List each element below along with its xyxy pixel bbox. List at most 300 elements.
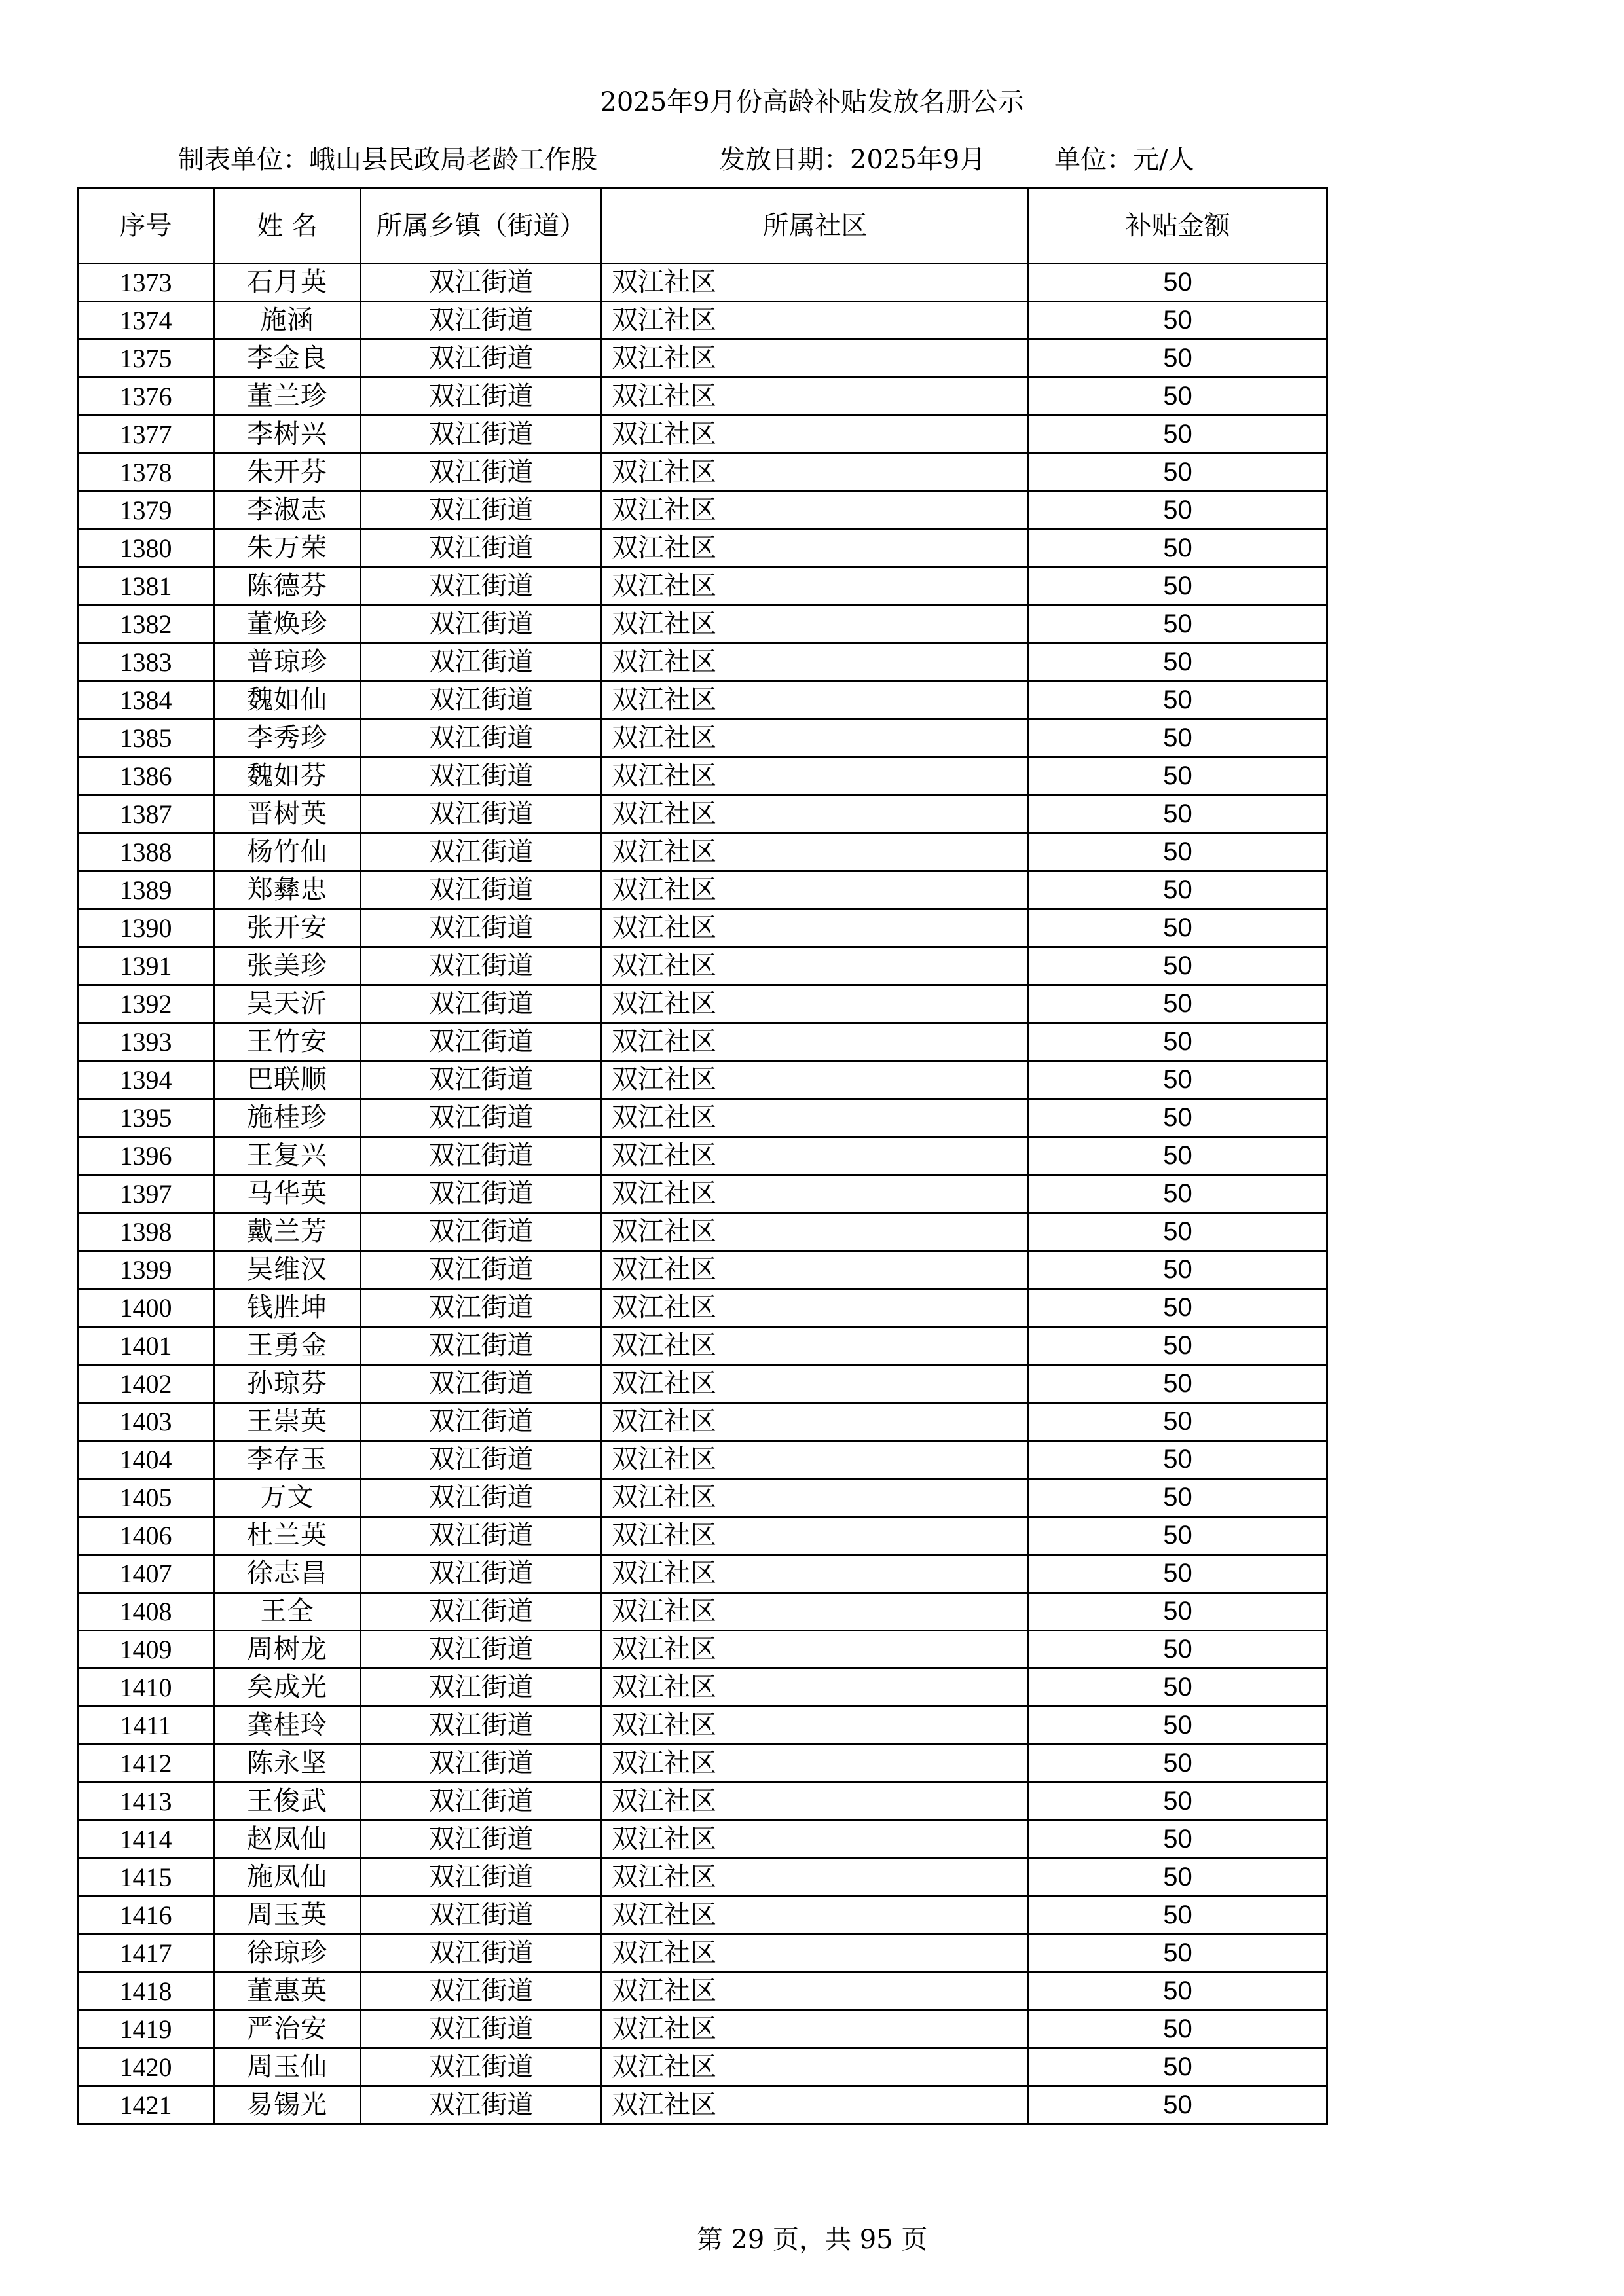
table-row <box>78 1707 1327 1745</box>
table-row <box>78 454 1327 492</box>
cell-town: 双江街道 <box>361 568 602 606</box>
table-row <box>78 1023 1327 1061</box>
cell-town: 双江街道 <box>361 492 602 530</box>
cell-town: 双江街道 <box>361 1555 602 1593</box>
cell-community: 双江社区 <box>602 1023 1029 1061</box>
cell-town: 双江街道 <box>361 1821 602 1859</box>
table-row <box>78 1783 1327 1821</box>
cell-serial: 1419 <box>78 2011 214 2049</box>
cell-community: 双江社区 <box>602 1631 1029 1669</box>
cell-community: 双江社区 <box>602 606 1029 644</box>
table-body <box>78 264 1327 2124</box>
cell-amount: 50 <box>1029 1783 1327 1821</box>
cell-amount: 50 <box>1029 2049 1327 2086</box>
cell-community: 双江社区 <box>602 1365 1029 1403</box>
cell-town: 双江街道 <box>361 909 602 947</box>
cell-serial: 1383 <box>78 644 214 682</box>
cell-name: 王竹安 <box>214 1023 361 1061</box>
cell-amount: 50 <box>1029 1365 1327 1403</box>
cell-town: 双江街道 <box>361 1441 602 1479</box>
cell-town: 双江街道 <box>361 1745 602 1783</box>
table-row <box>78 416 1327 454</box>
cell-name: 魏如仙 <box>214 682 361 720</box>
cell-serial: 1393 <box>78 1023 214 1061</box>
table-row <box>78 302 1327 340</box>
cell-community: 双江社区 <box>602 1517 1029 1555</box>
cell-name: 施凤仙 <box>214 1859 361 1897</box>
cell-serial: 1417 <box>78 1935 214 1973</box>
column-header-serial: 序号 <box>78 189 214 264</box>
cell-serial: 1378 <box>78 454 214 492</box>
cell-town: 双江街道 <box>361 1137 602 1175</box>
table-row <box>78 1251 1327 1289</box>
cell-amount: 50 <box>1029 1707 1327 1745</box>
cell-community: 双江社区 <box>602 1707 1029 1745</box>
table-row <box>78 1327 1327 1365</box>
cell-amount: 50 <box>1029 264 1327 302</box>
cell-amount: 50 <box>1029 1479 1327 1517</box>
cell-name: 张美珍 <box>214 947 361 985</box>
table-row <box>78 1973 1327 2011</box>
cell-name: 晋树英 <box>214 795 361 833</box>
cell-serial: 1375 <box>78 340 214 378</box>
cell-serial: 1394 <box>78 1061 214 1099</box>
cell-name: 李金良 <box>214 340 361 378</box>
cell-serial: 1410 <box>78 1669 214 1707</box>
cell-name: 徐琼珍 <box>214 1935 361 1973</box>
cell-amount: 50 <box>1029 1137 1327 1175</box>
cell-amount: 50 <box>1029 682 1327 720</box>
cell-town: 双江街道 <box>361 1327 602 1365</box>
issuing-unit: 制表单位：峨山县民政局老龄工作股 <box>178 145 597 175</box>
cell-community: 双江社区 <box>602 1897 1029 1935</box>
cell-community: 双江社区 <box>602 1479 1029 1517</box>
table-row <box>78 1289 1327 1327</box>
cell-amount: 50 <box>1029 871 1327 909</box>
cell-town: 双江街道 <box>361 1213 602 1251</box>
cell-serial: 1373 <box>78 264 214 302</box>
cell-amount: 50 <box>1029 1859 1327 1897</box>
table-row <box>78 530 1327 568</box>
cell-town: 双江街道 <box>361 302 602 340</box>
cell-town: 双江街道 <box>361 378 602 416</box>
cell-town: 双江街道 <box>361 2049 602 2086</box>
cell-serial: 1416 <box>78 1897 214 1935</box>
cell-amount: 50 <box>1029 340 1327 378</box>
cell-community: 双江社区 <box>602 454 1029 492</box>
cell-town: 双江街道 <box>361 1859 602 1897</box>
cell-amount: 50 <box>1029 1555 1327 1593</box>
cell-name: 董兰珍 <box>214 378 361 416</box>
cell-community: 双江社区 <box>602 2011 1029 2049</box>
cell-town: 双江街道 <box>361 1631 602 1669</box>
cell-community: 双江社区 <box>602 757 1029 795</box>
cell-amount: 50 <box>1029 1023 1327 1061</box>
cell-name: 施桂珍 <box>214 1099 361 1137</box>
table-row <box>78 1365 1327 1403</box>
issue-date: 发放日期：2025年9月 <box>719 145 986 175</box>
cell-community: 双江社区 <box>602 1175 1029 1213</box>
cell-amount: 50 <box>1029 1517 1327 1555</box>
cell-town: 双江街道 <box>361 1251 602 1289</box>
cell-serial: 1420 <box>78 2049 214 2086</box>
cell-serial: 1404 <box>78 1441 214 1479</box>
cell-serial: 1406 <box>78 1517 214 1555</box>
cell-town: 双江街道 <box>361 1517 602 1555</box>
cell-name: 周树龙 <box>214 1631 361 1669</box>
cell-serial: 1396 <box>78 1137 214 1175</box>
cell-serial: 1409 <box>78 1631 214 1669</box>
cell-community: 双江社区 <box>602 1783 1029 1821</box>
table-row <box>78 1669 1327 1707</box>
cell-name: 张开安 <box>214 909 361 947</box>
cell-town: 双江街道 <box>361 1897 602 1935</box>
cell-community: 双江社区 <box>602 795 1029 833</box>
cell-community: 双江社区 <box>602 264 1029 302</box>
cell-town: 双江街道 <box>361 1935 602 1973</box>
table-row <box>78 1479 1327 1517</box>
cell-community: 双江社区 <box>602 340 1029 378</box>
cell-town: 双江街道 <box>361 1289 602 1327</box>
cell-amount: 50 <box>1029 985 1327 1023</box>
table-row <box>78 985 1327 1023</box>
cell-town: 双江街道 <box>361 454 602 492</box>
cell-serial: 1390 <box>78 909 214 947</box>
cell-town: 双江街道 <box>361 1707 602 1745</box>
cell-town: 双江街道 <box>361 1593 602 1631</box>
cell-amount: 50 <box>1029 1213 1327 1251</box>
cell-name: 吴维汉 <box>214 1251 361 1289</box>
cell-community: 双江社区 <box>602 568 1029 606</box>
table-row <box>78 682 1327 720</box>
cell-amount: 50 <box>1029 1061 1327 1099</box>
cell-amount: 50 <box>1029 1745 1327 1783</box>
cell-amount: 50 <box>1029 947 1327 985</box>
cell-amount: 50 <box>1029 1099 1327 1137</box>
cell-name: 施涵 <box>214 302 361 340</box>
column-header-name: 姓 名 <box>214 189 361 264</box>
table-row <box>78 1099 1327 1137</box>
cell-name: 李淑志 <box>214 492 361 530</box>
table-row <box>78 1745 1327 1783</box>
cell-town: 双江街道 <box>361 2086 602 2124</box>
cell-amount: 50 <box>1029 1935 1327 1973</box>
cell-serial: 1401 <box>78 1327 214 1365</box>
cell-name: 徐志昌 <box>214 1555 361 1593</box>
page-number: 第 29 页，共 95 页 <box>696 2225 928 2255</box>
cell-name: 郑彝忠 <box>214 871 361 909</box>
table-row <box>78 1441 1327 1479</box>
cell-community: 双江社区 <box>602 833 1029 871</box>
table-row <box>78 909 1327 947</box>
cell-town: 双江街道 <box>361 2011 602 2049</box>
cell-name: 朱万荣 <box>214 530 361 568</box>
cell-name: 李秀珍 <box>214 720 361 757</box>
table-row <box>78 340 1327 378</box>
table-row <box>78 568 1327 606</box>
cell-community: 双江社区 <box>602 1213 1029 1251</box>
cell-community: 双江社区 <box>602 1441 1029 1479</box>
cell-name: 董惠英 <box>214 1973 361 2011</box>
cell-amount: 50 <box>1029 1403 1327 1441</box>
table-row <box>78 378 1327 416</box>
cell-serial: 1379 <box>78 492 214 530</box>
cell-community: 双江社区 <box>602 416 1029 454</box>
cell-name: 普琼珍 <box>214 644 361 682</box>
cell-name: 孙琼芬 <box>214 1365 361 1403</box>
cell-town: 双江街道 <box>361 264 602 302</box>
cell-serial: 1376 <box>78 378 214 416</box>
table-row <box>78 1175 1327 1213</box>
cell-amount: 50 <box>1029 1821 1327 1859</box>
table-row <box>78 1137 1327 1175</box>
cell-amount: 50 <box>1029 568 1327 606</box>
cell-town: 双江街道 <box>361 947 602 985</box>
cell-community: 双江社区 <box>602 1099 1029 1137</box>
cell-serial: 1392 <box>78 985 214 1023</box>
cell-community: 双江社区 <box>602 1859 1029 1897</box>
cell-name: 马华英 <box>214 1175 361 1213</box>
cell-town: 双江街道 <box>361 1023 602 1061</box>
cell-amount: 50 <box>1029 530 1327 568</box>
cell-name: 王俊武 <box>214 1783 361 1821</box>
cell-name: 巴联顺 <box>214 1061 361 1099</box>
cell-community: 双江社区 <box>602 644 1029 682</box>
cell-amount: 50 <box>1029 378 1327 416</box>
cell-town: 双江街道 <box>361 720 602 757</box>
cell-amount: 50 <box>1029 492 1327 530</box>
cell-serial: 1399 <box>78 1251 214 1289</box>
cell-community: 双江社区 <box>602 871 1029 909</box>
cell-community: 双江社区 <box>602 947 1029 985</box>
cell-name: 朱开芬 <box>214 454 361 492</box>
cell-community: 双江社区 <box>602 1403 1029 1441</box>
cell-serial: 1388 <box>78 833 214 871</box>
cell-serial: 1418 <box>78 1973 214 2011</box>
cell-amount: 50 <box>1029 1327 1327 1365</box>
cell-amount: 50 <box>1029 720 1327 757</box>
table-row <box>78 1061 1327 1099</box>
cell-community: 双江社区 <box>602 1593 1029 1631</box>
cell-name: 王全 <box>214 1593 361 1631</box>
cell-name: 吴天沂 <box>214 985 361 1023</box>
cell-name: 戴兰芳 <box>214 1213 361 1251</box>
table-row <box>78 947 1327 985</box>
cell-amount: 50 <box>1029 2011 1327 2049</box>
cell-community: 双江社区 <box>602 1137 1029 1175</box>
cell-town: 双江街道 <box>361 682 602 720</box>
cell-community: 双江社区 <box>602 720 1029 757</box>
cell-town: 双江街道 <box>361 1479 602 1517</box>
amount-unit: 单位：元/人 <box>1054 145 1194 175</box>
cell-town: 双江街道 <box>361 1669 602 1707</box>
cell-serial: 1398 <box>78 1213 214 1251</box>
cell-town: 双江街道 <box>361 606 602 644</box>
cell-name: 万文 <box>214 1479 361 1517</box>
cell-town: 双江街道 <box>361 1403 602 1441</box>
cell-amount: 50 <box>1029 1175 1327 1213</box>
cell-community: 双江社区 <box>602 1821 1029 1859</box>
cell-serial: 1382 <box>78 606 214 644</box>
cell-name: 陈永坚 <box>214 1745 361 1783</box>
table-row <box>78 264 1327 302</box>
cell-serial: 1385 <box>78 720 214 757</box>
table-row <box>78 757 1327 795</box>
cell-serial: 1411 <box>78 1707 214 1745</box>
table-row <box>78 795 1327 833</box>
cell-amount: 50 <box>1029 2086 1327 2124</box>
cell-community: 双江社区 <box>602 1061 1029 1099</box>
cell-serial: 1384 <box>78 682 214 720</box>
cell-name: 龚桂玲 <box>214 1707 361 1745</box>
table-row <box>78 833 1327 871</box>
table-row <box>78 1213 1327 1251</box>
cell-name: 易锡光 <box>214 2086 361 2124</box>
cell-serial: 1408 <box>78 1593 214 1631</box>
cell-town: 双江街道 <box>361 1061 602 1099</box>
cell-name: 王勇金 <box>214 1327 361 1365</box>
cell-town: 双江街道 <box>361 530 602 568</box>
cell-name: 矣成光 <box>214 1669 361 1707</box>
cell-community: 双江社区 <box>602 2086 1029 2124</box>
cell-town: 双江街道 <box>361 1783 602 1821</box>
table-row <box>78 871 1327 909</box>
cell-amount: 50 <box>1029 1593 1327 1631</box>
table-row <box>78 2011 1327 2049</box>
cell-name: 魏如芬 <box>214 757 361 795</box>
cell-town: 双江街道 <box>361 1175 602 1213</box>
cell-serial: 1391 <box>78 947 214 985</box>
cell-name: 石月英 <box>214 264 361 302</box>
table-row <box>78 1821 1327 1859</box>
cell-serial: 1381 <box>78 568 214 606</box>
cell-community: 双江社区 <box>602 492 1029 530</box>
cell-town: 双江街道 <box>361 1099 602 1137</box>
cell-name: 王复兴 <box>214 1137 361 1175</box>
cell-amount: 50 <box>1029 302 1327 340</box>
cell-town: 双江街道 <box>361 833 602 871</box>
table-row <box>78 1593 1327 1631</box>
cell-community: 双江社区 <box>602 1973 1029 2011</box>
table-row <box>78 720 1327 757</box>
cell-serial: 1405 <box>78 1479 214 1517</box>
cell-town: 双江街道 <box>361 1973 602 2011</box>
cell-serial: 1395 <box>78 1099 214 1137</box>
cell-town: 双江街道 <box>361 871 602 909</box>
table-row <box>78 1935 1327 1973</box>
table-row <box>78 2049 1327 2086</box>
table-header-row <box>78 189 1327 264</box>
table-row <box>78 644 1327 682</box>
cell-amount: 50 <box>1029 606 1327 644</box>
cell-community: 双江社区 <box>602 302 1029 340</box>
cell-town: 双江街道 <box>361 644 602 682</box>
subsidy-roster-table <box>77 187 1328 2125</box>
cell-serial: 1412 <box>78 1745 214 1783</box>
cell-community: 双江社区 <box>602 1289 1029 1327</box>
cell-amount: 50 <box>1029 1669 1327 1707</box>
cell-amount: 50 <box>1029 644 1327 682</box>
cell-community: 双江社区 <box>602 1555 1029 1593</box>
cell-amount: 50 <box>1029 416 1327 454</box>
table-row <box>78 1897 1327 1935</box>
cell-amount: 50 <box>1029 833 1327 871</box>
cell-serial: 1414 <box>78 1821 214 1859</box>
cell-community: 双江社区 <box>602 1327 1029 1365</box>
column-header-community: 所属社区 <box>602 189 1029 264</box>
cell-community: 双江社区 <box>602 1745 1029 1783</box>
cell-community: 双江社区 <box>602 985 1029 1023</box>
table-row <box>78 1555 1327 1593</box>
column-header-town: 所属乡镇（街道） <box>361 189 602 264</box>
cell-town: 双江街道 <box>361 416 602 454</box>
table-row <box>78 1403 1327 1441</box>
cell-amount: 50 <box>1029 1973 1327 2011</box>
cell-serial: 1415 <box>78 1859 214 1897</box>
cell-serial: 1413 <box>78 1783 214 1821</box>
cell-serial: 1374 <box>78 302 214 340</box>
cell-town: 双江街道 <box>361 757 602 795</box>
cell-amount: 50 <box>1029 1251 1327 1289</box>
cell-community: 双江社区 <box>602 2049 1029 2086</box>
cell-community: 双江社区 <box>602 1935 1029 1973</box>
table-row <box>78 2086 1327 2124</box>
cell-serial: 1400 <box>78 1289 214 1327</box>
cell-community: 双江社区 <box>602 530 1029 568</box>
cell-amount: 50 <box>1029 1897 1327 1935</box>
table-row <box>78 1859 1327 1897</box>
document-title: 2025年9月份高龄补贴发放名册公示 <box>600 87 1024 117</box>
cell-serial: 1403 <box>78 1403 214 1441</box>
cell-name: 赵凤仙 <box>214 1821 361 1859</box>
cell-serial: 1402 <box>78 1365 214 1403</box>
cell-name: 李树兴 <box>214 416 361 454</box>
cell-amount: 50 <box>1029 454 1327 492</box>
cell-name: 王崇英 <box>214 1403 361 1441</box>
cell-name: 董焕珍 <box>214 606 361 644</box>
cell-serial: 1397 <box>78 1175 214 1213</box>
cell-community: 双江社区 <box>602 1251 1029 1289</box>
cell-serial: 1377 <box>78 416 214 454</box>
cell-name: 杨竹仙 <box>214 833 361 871</box>
column-header-amount: 补贴金额 <box>1029 189 1327 264</box>
table-row <box>78 1517 1327 1555</box>
cell-serial: 1380 <box>78 530 214 568</box>
cell-community: 双江社区 <box>602 909 1029 947</box>
cell-name: 杜兰英 <box>214 1517 361 1555</box>
cell-town: 双江街道 <box>361 340 602 378</box>
cell-amount: 50 <box>1029 909 1327 947</box>
cell-name: 陈德芬 <box>214 568 361 606</box>
table-row <box>78 492 1327 530</box>
table-row <box>78 1631 1327 1669</box>
cell-amount: 50 <box>1029 1289 1327 1327</box>
cell-name: 严治安 <box>214 2011 361 2049</box>
cell-serial: 1407 <box>78 1555 214 1593</box>
cell-amount: 50 <box>1029 1441 1327 1479</box>
cell-name: 李存玉 <box>214 1441 361 1479</box>
cell-serial: 1387 <box>78 795 214 833</box>
cell-community: 双江社区 <box>602 682 1029 720</box>
cell-serial: 1389 <box>78 871 214 909</box>
cell-town: 双江街道 <box>361 1365 602 1403</box>
cell-name: 周玉仙 <box>214 2049 361 2086</box>
cell-amount: 50 <box>1029 1631 1327 1669</box>
table-row <box>78 606 1327 644</box>
cell-community: 双江社区 <box>602 1669 1029 1707</box>
cell-name: 周玉英 <box>214 1897 361 1935</box>
cell-amount: 50 <box>1029 757 1327 795</box>
